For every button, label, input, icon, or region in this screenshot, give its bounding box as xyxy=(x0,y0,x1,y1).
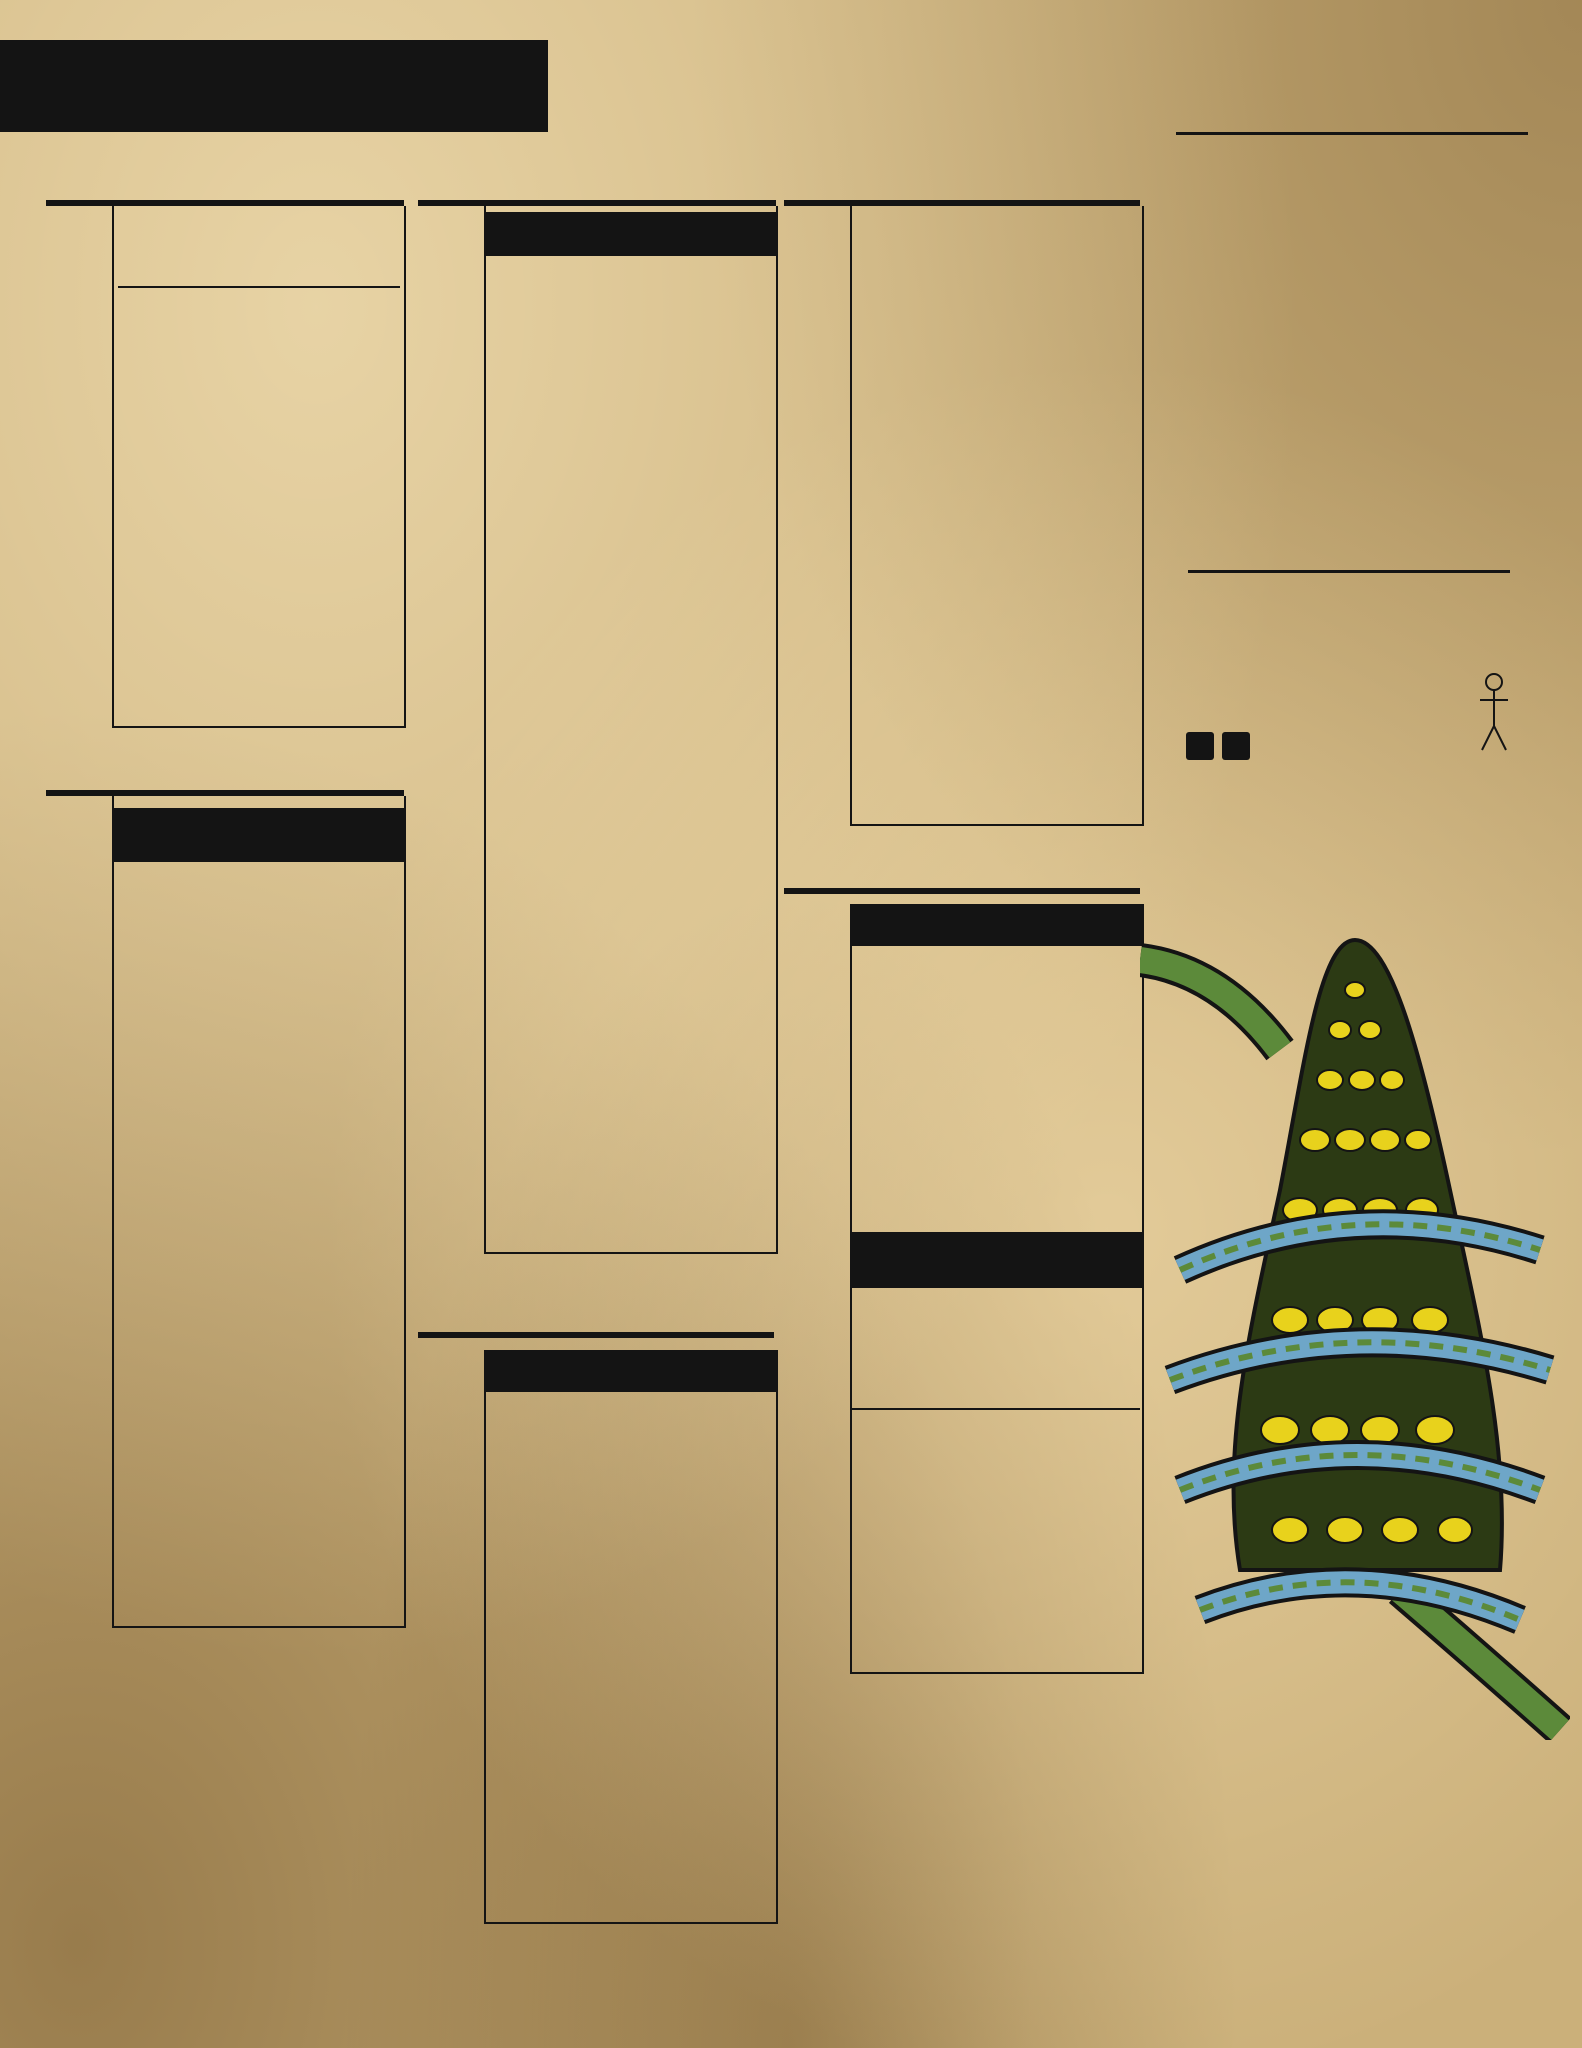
time-block xyxy=(404,1188,480,1210)
divider xyxy=(850,1408,1140,1410)
time-block xyxy=(30,1548,108,1570)
day-box-14 xyxy=(112,206,406,728)
section-bar xyxy=(850,904,1142,946)
time-block xyxy=(404,218,480,240)
sponsor-logos xyxy=(0,1950,1582,2048)
instagram-icon[interactable] xyxy=(1222,732,1250,760)
divider xyxy=(118,286,400,288)
time-block xyxy=(770,1038,846,1060)
time-block xyxy=(30,218,108,240)
clausura-bar xyxy=(850,1232,1142,1288)
day-box-17 xyxy=(484,1350,778,1924)
divider xyxy=(1188,570,1510,573)
divider xyxy=(1176,132,1528,135)
facebook-icon[interactable] xyxy=(1186,732,1214,760)
title-bar xyxy=(0,40,548,132)
time-block xyxy=(770,290,846,312)
time-block xyxy=(770,216,846,238)
day-box-18 xyxy=(850,206,1144,826)
time-block xyxy=(770,914,846,936)
time-block xyxy=(30,812,108,834)
time-block xyxy=(404,1364,474,1386)
time-block xyxy=(404,1850,474,1872)
day-box-16 xyxy=(484,206,778,1254)
section-bar xyxy=(112,808,404,862)
ojodeagua-figure-icon xyxy=(1470,670,1518,754)
section-bar xyxy=(484,212,776,256)
day-rule xyxy=(418,1332,774,1338)
day-rule xyxy=(784,888,1140,894)
section-bar xyxy=(484,1350,776,1392)
day-box-19 xyxy=(850,904,1144,1674)
film-spiral-illustration xyxy=(1140,930,1570,1740)
time-block xyxy=(30,664,108,686)
day-box-15 xyxy=(112,796,406,1628)
